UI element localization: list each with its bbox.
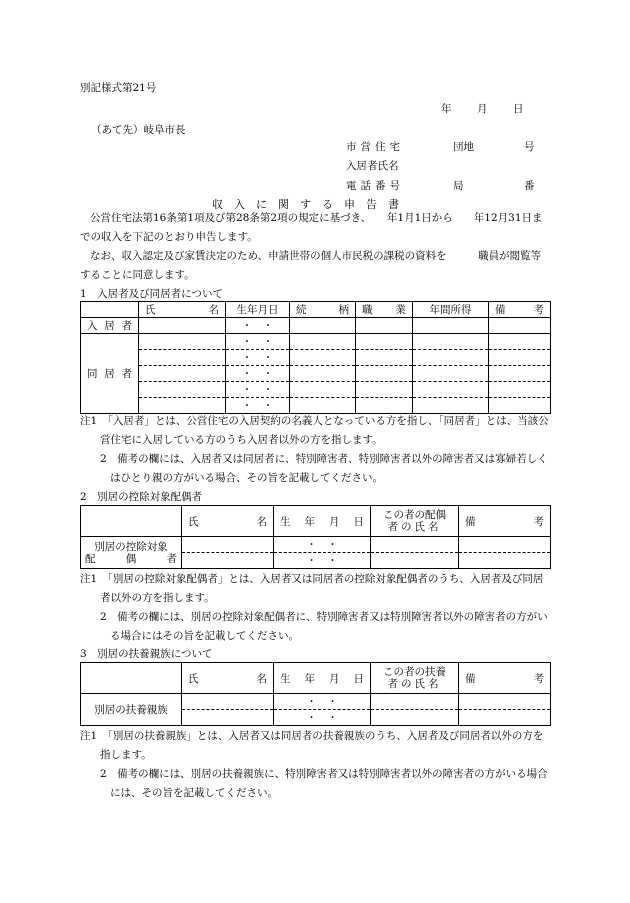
- resident-name-label: 入居者氏名: [346, 160, 399, 172]
- supporter-name-cell[interactable]: [371, 710, 459, 726]
- document-title: 収入に関する申告書: [212, 198, 410, 211]
- header-name: 氏 名: [188, 672, 267, 685]
- remarks-cell[interactable]: [489, 366, 551, 382]
- intro-paragraph-2: なお、収入認定及び家賃決定のため、申請世帯の個人市民税の課税の資料を 職員が閲覧等することに同意します。: [80, 250, 542, 281]
- table-row: [81, 537, 551, 553]
- relation-cell[interactable]: [290, 350, 356, 366]
- header-relation: 続 柄: [296, 304, 349, 316]
- table-row: [81, 366, 551, 382]
- dob-cell[interactable]: ・ ・: [226, 366, 290, 382]
- remarks-cell[interactable]: [459, 537, 551, 553]
- table-header-row: [81, 663, 551, 694]
- row-label-dependent: 別居の扶養親族: [81, 694, 182, 726]
- residents-table: [80, 301, 551, 414]
- table-row: [81, 694, 551, 710]
- housing-label: 市営住宅: [346, 141, 404, 153]
- relation-cell[interactable]: [290, 366, 356, 382]
- ban-label: 番: [524, 180, 535, 192]
- header-occupation: 職 業: [362, 304, 406, 316]
- addressee: （あて先）岐阜市長: [91, 124, 186, 136]
- occupation-cell[interactable]: [356, 318, 413, 334]
- header-remarks: 備 考: [465, 515, 544, 528]
- row-label-spouse: 別居の控除対象 配 偶 者: [81, 537, 182, 569]
- income-cell[interactable]: [413, 350, 489, 366]
- relation-cell[interactable]: [290, 318, 356, 334]
- dob-cell[interactable]: ・ ・: [274, 553, 371, 569]
- date-day: 日: [513, 103, 524, 115]
- name-cell[interactable]: [139, 350, 226, 366]
- section2-heading: 2 別居の控除対象配偶者: [80, 491, 203, 503]
- spouse-table: [80, 505, 551, 569]
- section2-note-2: 2 備考の欄には、別居の控除対象配偶者に、特別障害者又は特別障害者以外の障害者の方がいる場合にはその旨を記載してください。: [100, 611, 548, 642]
- header-spouse-name: この者の配偶 者の氏名: [371, 506, 459, 537]
- income-cell[interactable]: [413, 318, 489, 334]
- income-cell[interactable]: [413, 382, 489, 398]
- row-label-resident: 入 居 者: [81, 318, 139, 334]
- resident-name-cell[interactable]: [139, 318, 226, 334]
- section3-heading: 3 別居の扶養親族について: [80, 648, 213, 660]
- remarks-cell[interactable]: [459, 694, 551, 710]
- header-remarks: 備 考: [495, 304, 544, 316]
- row-label-cohabitant: 同 居 者: [81, 334, 139, 414]
- name-cell[interactable]: [182, 694, 274, 710]
- name-cell[interactable]: [182, 553, 274, 569]
- table-header-row: [81, 506, 551, 537]
- supporter-name-cell[interactable]: [371, 694, 459, 710]
- section2-note-1: 注1 「別居の控除対象配偶者」とは、入居者又は同居者の控除対象配偶者のうち、入居者及び同居者以外の方を指します。: [80, 573, 544, 604]
- name-cell[interactable]: [139, 366, 226, 382]
- date-year: 年: [441, 103, 452, 115]
- dob-cell[interactable]: ・ ・: [274, 694, 371, 710]
- remarks-cell[interactable]: [489, 350, 551, 366]
- table-header-row: [81, 302, 551, 318]
- dob-cell[interactable]: ・ ・: [226, 318, 290, 334]
- spouse-name-cell[interactable]: [371, 537, 459, 553]
- income-cell[interactable]: [413, 366, 489, 382]
- header-income: 年間所得: [413, 302, 489, 318]
- kyoku-label: 局: [453, 180, 464, 192]
- header-dob: 生年月日: [226, 302, 290, 318]
- name-cell[interactable]: [139, 382, 226, 398]
- remarks-cell[interactable]: [489, 334, 551, 350]
- section1-note-1: 注1 「入居者」とは、公営住宅の入居契約の名義人となっている方を指し、「同居者」とは、当該公営住宅に入居している方のうち入居者以外の方を指します。: [80, 415, 549, 446]
- dob-cell[interactable]: ・ ・: [274, 537, 371, 553]
- header-name: 氏 名: [145, 304, 219, 316]
- dob-cell[interactable]: ・ ・: [226, 398, 290, 414]
- income-cell[interactable]: [413, 334, 489, 350]
- relation-cell[interactable]: [290, 382, 356, 398]
- section1-heading: 1 入居者及び同居者について: [80, 288, 223, 300]
- table-row: [81, 318, 551, 334]
- dob-cell[interactable]: ・ ・: [226, 382, 290, 398]
- name-cell[interactable]: [182, 710, 274, 726]
- section3-note-1: 注1 「別居の扶養親族」とは、入居者又は同居者の扶養親族のうち、入居者及び同居者以外の方を指します。: [80, 730, 544, 761]
- remarks-cell[interactable]: [489, 318, 551, 334]
- name-cell[interactable]: [139, 334, 226, 350]
- form-number: 別記様式第21号: [80, 82, 157, 94]
- dob-cell[interactable]: ・ ・: [274, 710, 371, 726]
- table-row: [81, 350, 551, 366]
- header-remarks: 備 考: [465, 672, 544, 685]
- section3-note-2: 2 備考の欄には、別居の扶養親族に、特別障害者又は特別障害者以外の障害者の方がいる場合には、その旨を記載してください。: [100, 768, 548, 799]
- occupation-cell[interactable]: [356, 366, 413, 382]
- name-cell[interactable]: [182, 537, 274, 553]
- spouse-name-cell[interactable]: [371, 553, 459, 569]
- header-name: 氏 名: [188, 515, 267, 528]
- dependents-table: [80, 662, 551, 726]
- remarks-cell[interactable]: [459, 710, 551, 726]
- occupation-cell[interactable]: [356, 382, 413, 398]
- header-dob: 生 年 月 日: [280, 672, 364, 685]
- header-dob: 生 年 月 日: [280, 515, 364, 528]
- phone-label: 電話番号: [346, 180, 404, 192]
- danchi-label: 団地: [453, 141, 474, 153]
- occupation-cell[interactable]: [356, 334, 413, 350]
- header-supporter-name: この者の扶養 者の氏名: [371, 663, 459, 694]
- section1-note-2: 2 備考の欄には、入居者又は同居者に、特別障害者、特別障害者以外の障害者又は寡婦若しくはひとり親の方がいる場合、その旨を記載してください。: [100, 453, 548, 484]
- table-row: [81, 334, 551, 350]
- remarks-cell[interactable]: [459, 553, 551, 569]
- relation-cell[interactable]: [290, 334, 356, 350]
- dob-cell[interactable]: ・ ・: [226, 334, 290, 350]
- table-row: [81, 382, 551, 398]
- remarks-cell[interactable]: [489, 382, 551, 398]
- intro-paragraph-1: 公営住宅法第16条第1項及び第28条第2項の規定に基づき、 年1月1日から 年12月31日までの収入を下記のとおり申告します。: [80, 212, 543, 243]
- date-month: 月: [477, 103, 488, 115]
- go-label: 号: [524, 141, 535, 153]
- dob-cell[interactable]: ・ ・: [226, 350, 290, 366]
- occupation-cell[interactable]: [356, 350, 413, 366]
